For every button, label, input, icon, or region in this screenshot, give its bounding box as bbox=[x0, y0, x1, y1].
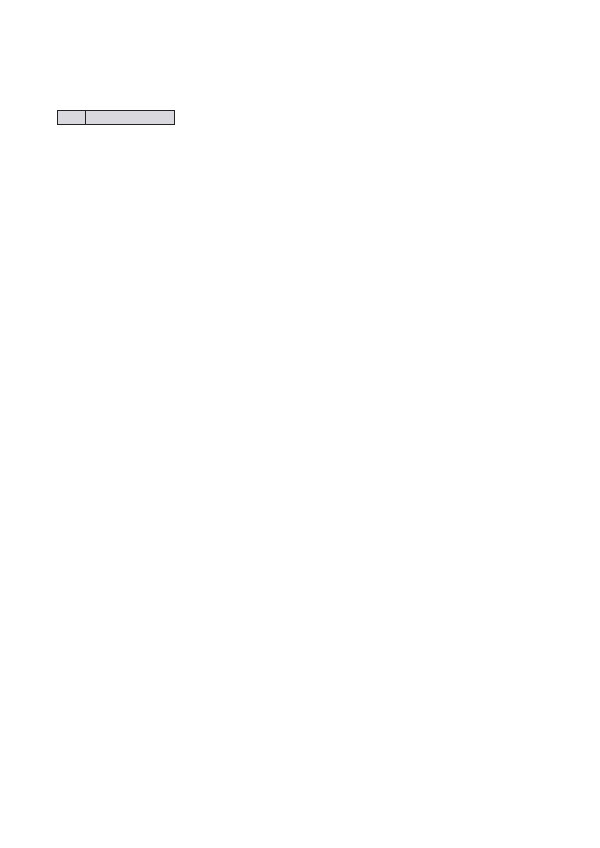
event-info bbox=[230, 80, 258, 89]
score-table bbox=[57, 110, 553, 125]
rank-header bbox=[58, 111, 86, 125]
table-title bbox=[243, 93, 279, 107]
branch-header bbox=[86, 111, 175, 125]
